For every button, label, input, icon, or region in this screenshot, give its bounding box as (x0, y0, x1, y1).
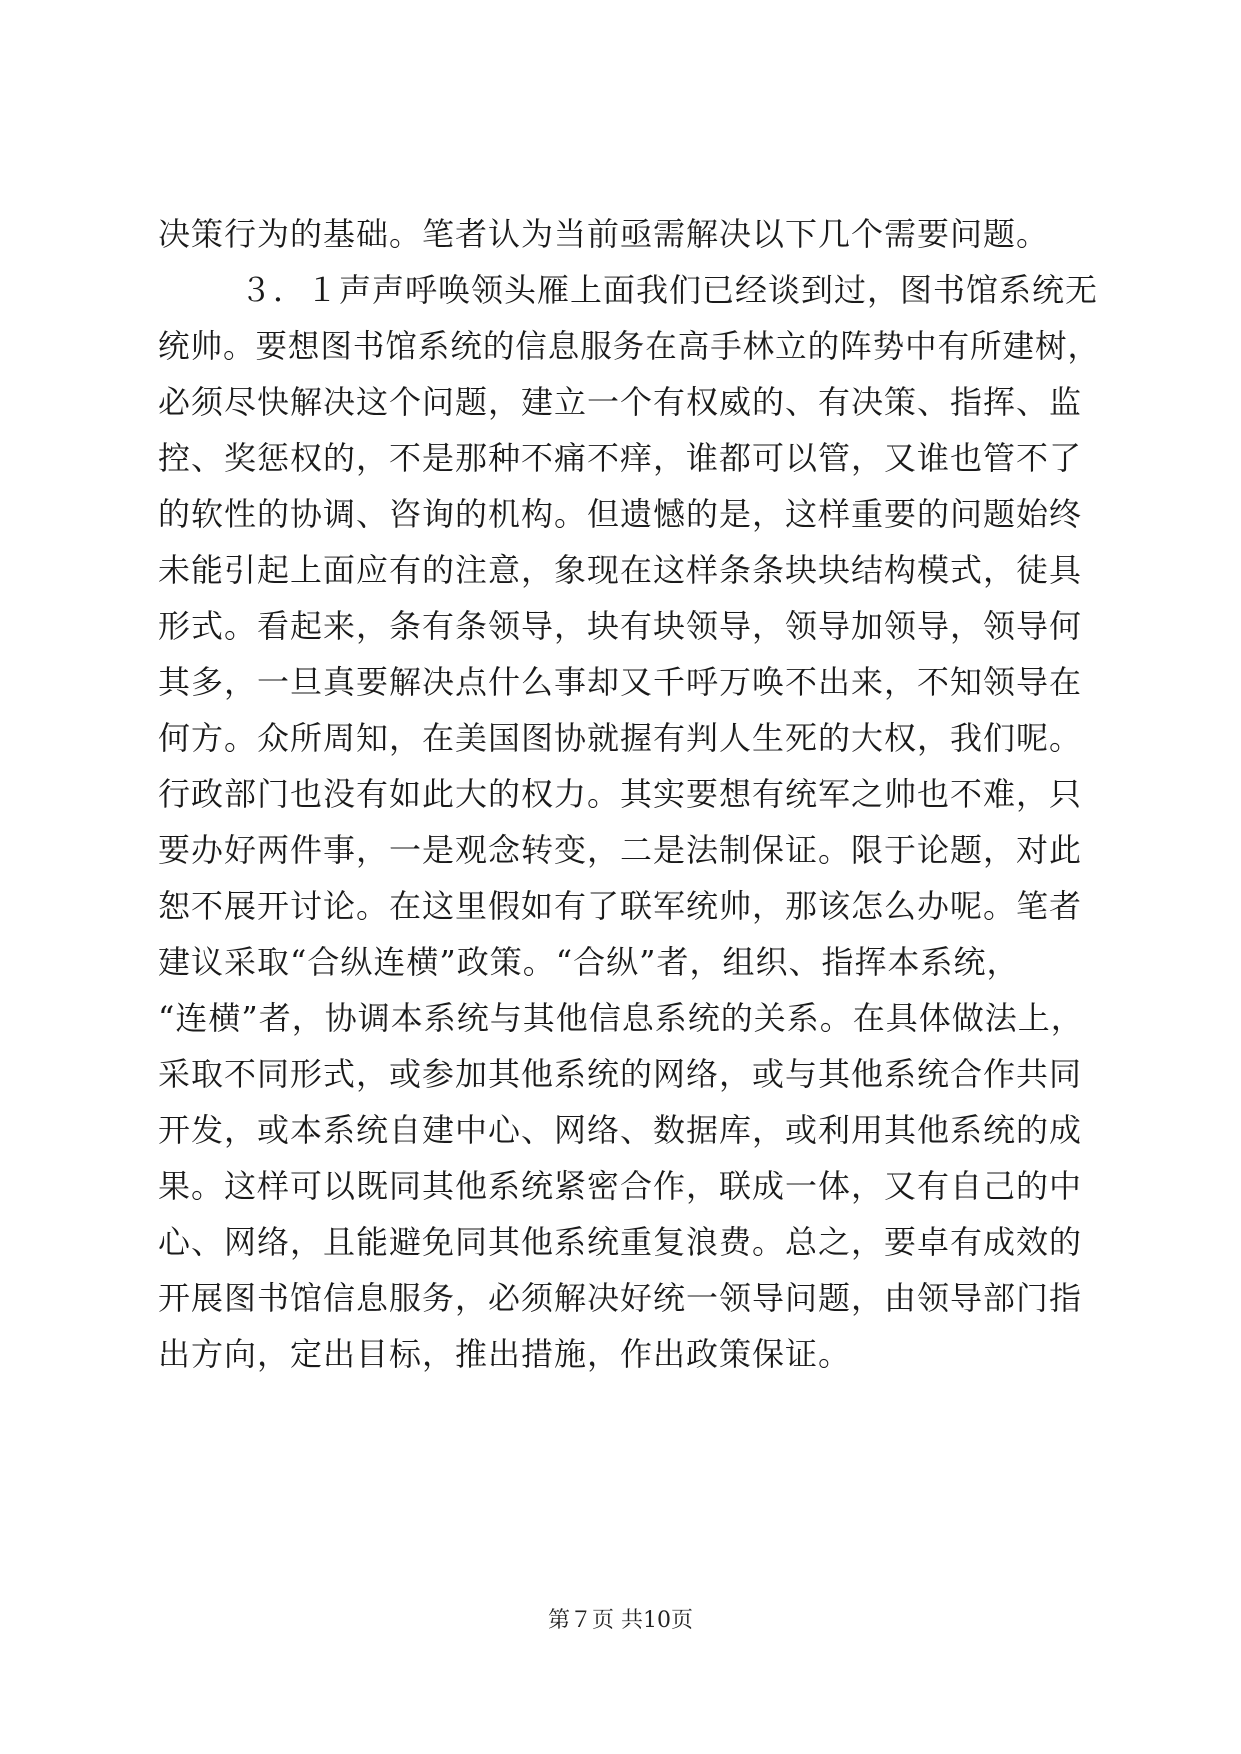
text-line-16: 采取不同形式，或参加其他系统的网络，或与其他系统合作共同 (158, 1055, 1083, 1093)
text-line-14: 建议采取“合纵连横”政策。“合纵”者，组织、指挥本系统， (158, 943, 1020, 981)
page-number-footer: 第７页 共10页 (548, 1608, 693, 1633)
text-line-15: “连横”者，协调本系统与其他信息系统的关系。在具体做法上， (158, 999, 1084, 1037)
text-line-4: 必须尽快解决这个问题，建立一个有权威的、有决策、指挥、监 (158, 383, 1083, 421)
text-line-7: 未能引起上面应有的注意，象现在这样条条块块结构模式，徒具 (158, 551, 1083, 589)
text-line-13: 恕不展开讨论。在这里假如有了联军统帅，那该怎么办呢。笔者 (158, 887, 1083, 925)
text-line-20: 开展图书馆信息服务，必须解决好统一领导问题，由领导部门指 (158, 1279, 1083, 1317)
text-line-21: 出方向，定出目标，推出措施，作出政策保证。 (158, 1335, 852, 1373)
text-line-10: 何方。众所周知，在美国图协就握有判人生死的大权，我们呢。 (158, 719, 1083, 757)
text-line-8: 形式。看起来，条有条领导，块有块领导，领导加领导，领导何 (158, 607, 1083, 645)
text-line-11: 行政部门也没有如此大的权力。其实要想有统军之帅也不难，只 (158, 775, 1083, 813)
text-line-6: 的软性的协调、咨询的机构。但遗憾的是，这样重要的问题始终 (158, 495, 1083, 533)
text-line-2: ３．１声声呼唤领头雁上面我们已经谈到过，图书馆系统无 (240, 271, 1099, 309)
text-line-19: 心、网络，且能避免同其他系统重复浪费。总之，要卓有成效的 (158, 1223, 1083, 1261)
text-line-12: 要办好两件事，一是观念转变，二是法制保证。限于论题，对此 (158, 831, 1083, 869)
text-line-18: 果。这样可以既同其他系统紧密合作，联成一体，又有自己的中 (158, 1167, 1083, 1205)
text-line-17: 开发，或本系统自建中心、网络、数据库，或利用其他系统的成 (158, 1111, 1083, 1149)
text-line-1: 决策行为的基础。笔者认为当前亟需解决以下几个需要问题。 (158, 215, 1050, 253)
text-line-3: 统帅。要想图书馆系统的信息服务在高手林立的阵势中有所建树， (158, 327, 1100, 365)
text-line-9: 其多，一旦真要解决点什么事却又千呼万唤不出来，不知领导在 (158, 663, 1083, 701)
text-line-5: 控、奖惩权的，不是那种不痛不痒，谁都可以管，又谁也管不了 (158, 439, 1083, 477)
